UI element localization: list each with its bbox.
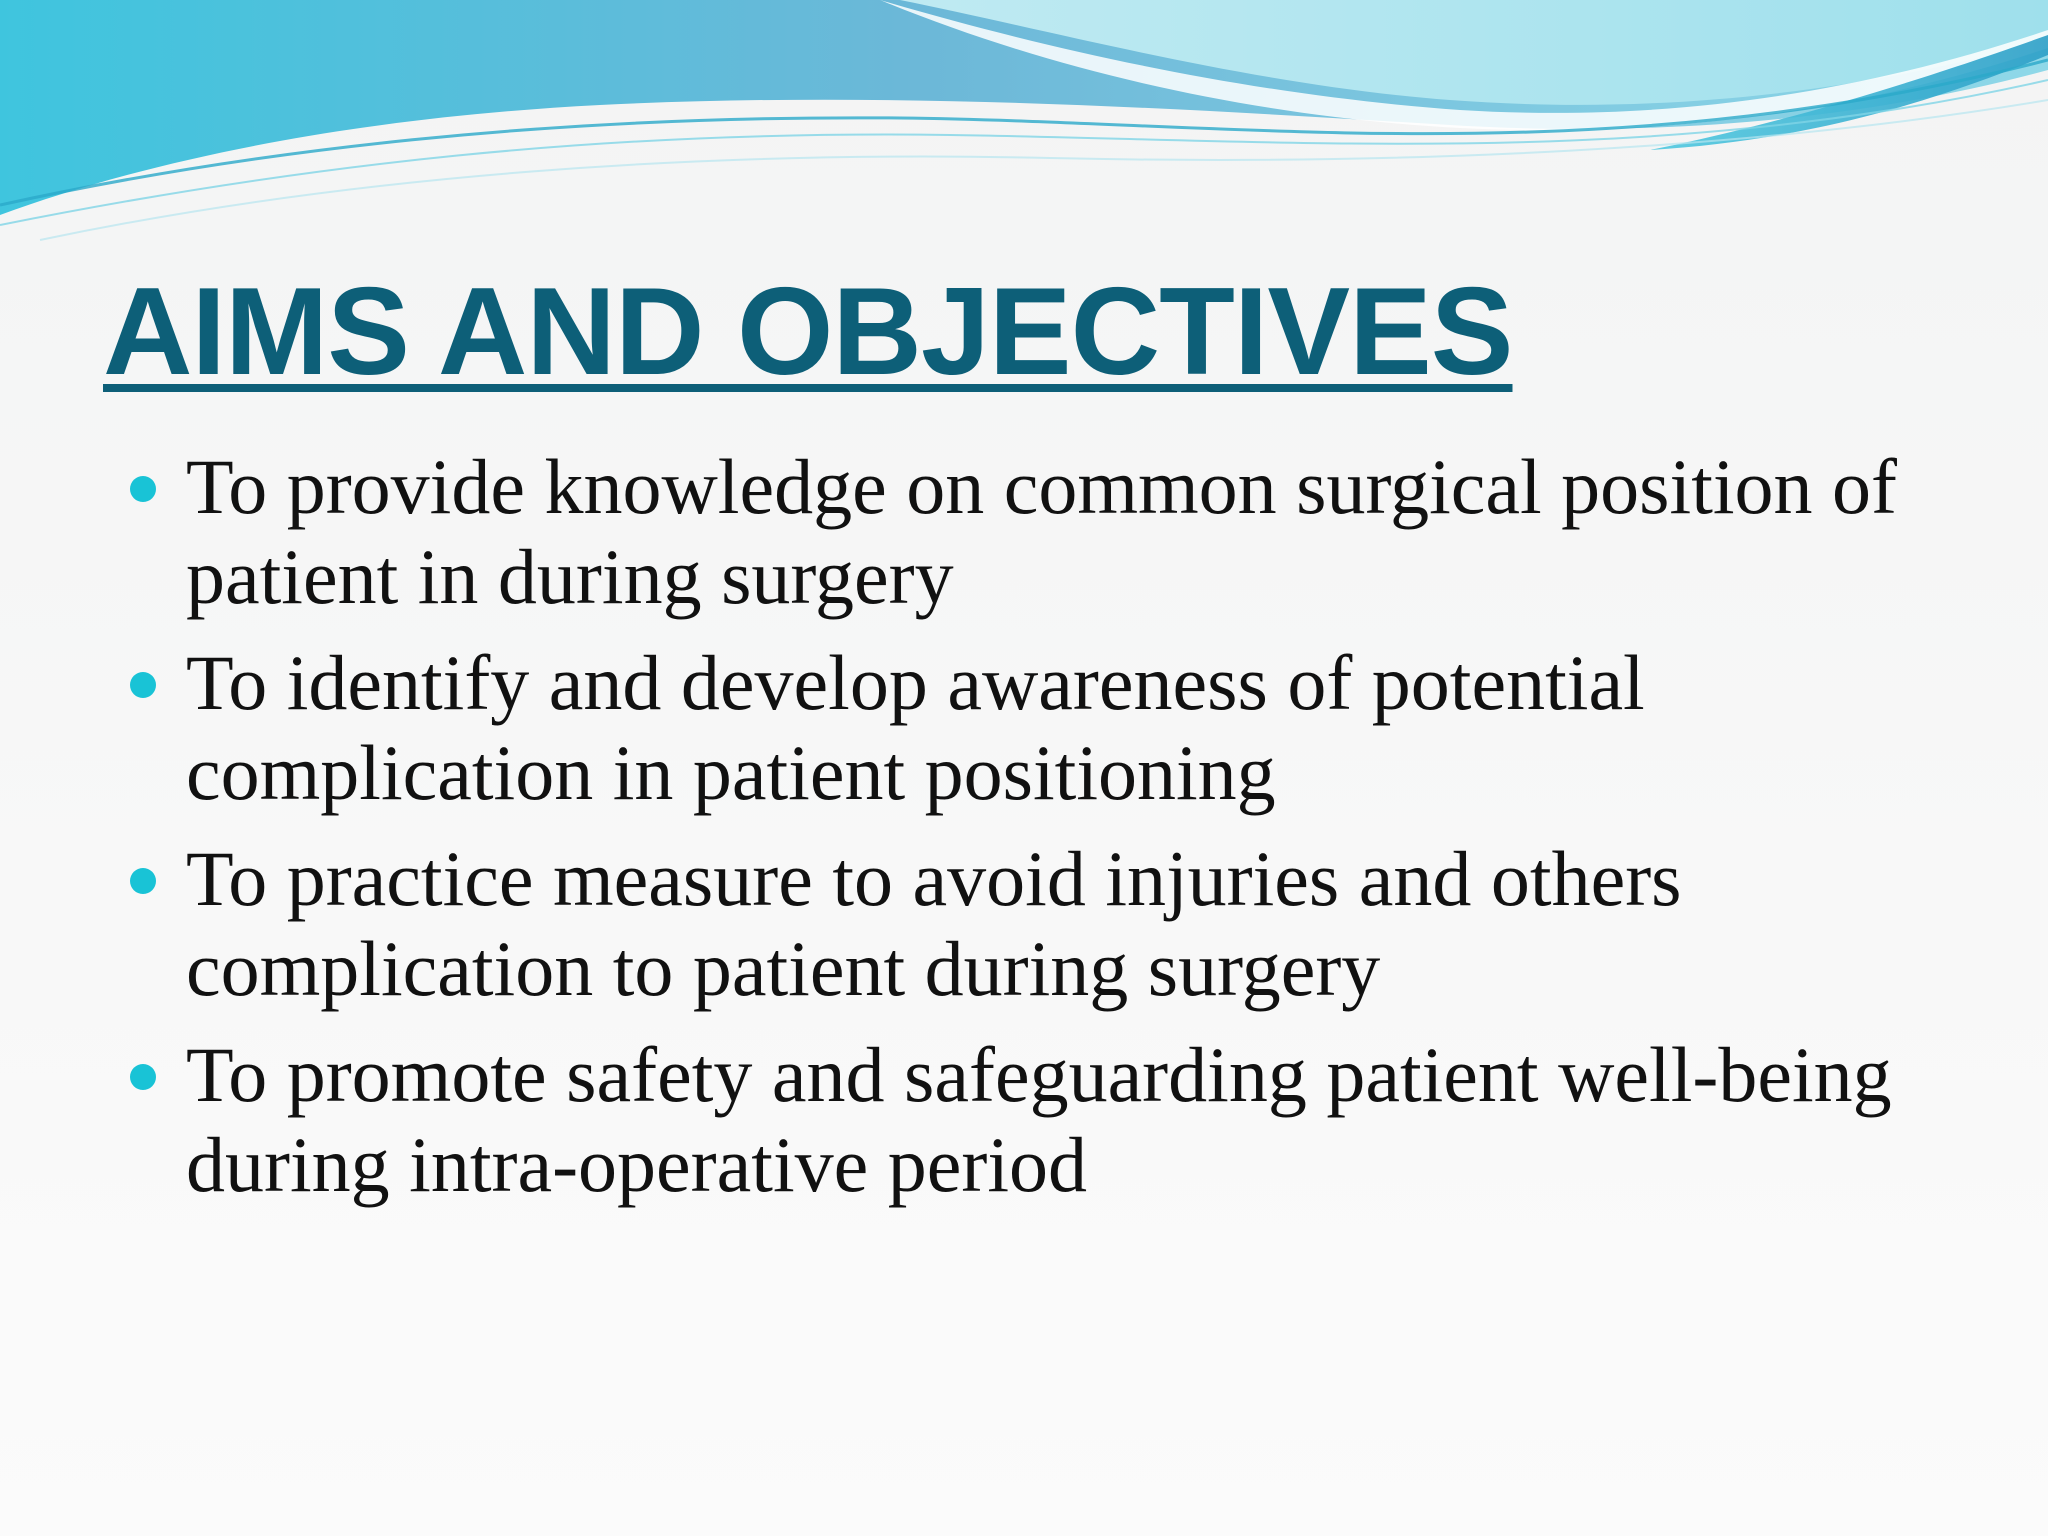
list-item-text: To practice measure to avoid injuries and others complication to patient during surgery — [186, 835, 1682, 1012]
objectives-list — [130, 442, 1990, 1226]
bullet-dot-icon — [130, 476, 156, 502]
slide-title: AIMS AND OBJECTIVES — [103, 263, 1513, 401]
list-item — [130, 638, 1990, 818]
list-item-text: To promote safety and safeguarding patient well-being during intra-operative period — [186, 1031, 1892, 1208]
bullet-dot-icon — [130, 672, 156, 698]
list-item — [130, 1030, 1990, 1210]
list-item-text: To provide knowledge on common surgical position of patient in during surgery — [186, 443, 1898, 620]
list-item — [130, 834, 1990, 1014]
bullet-dot-icon — [130, 868, 156, 894]
bullet-dot-icon — [130, 1064, 156, 1090]
list-item-text: To identify and develop awareness of potential complication in patient positioning — [186, 639, 1645, 816]
header-wave-decoration — [0, 0, 2048, 260]
list-item — [130, 442, 1990, 622]
